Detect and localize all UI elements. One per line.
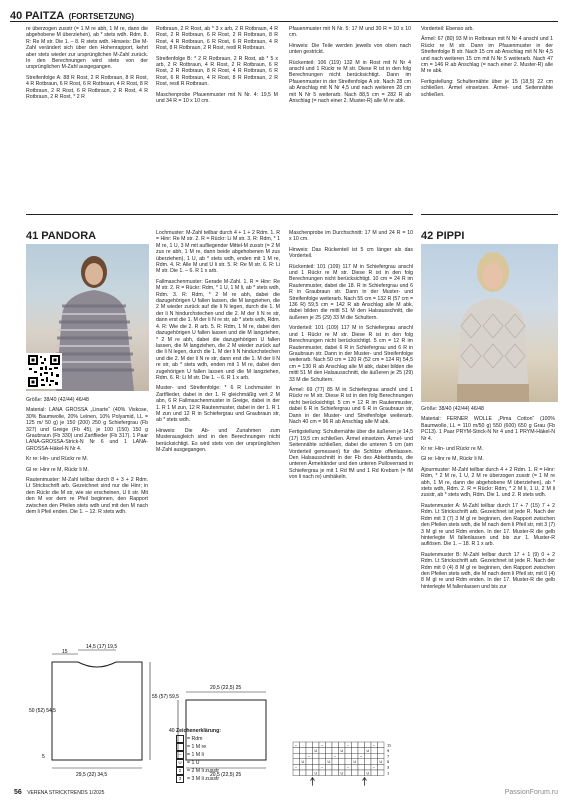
pandora-paragraph: Lochmuster: M-Zahl teilbar durch 4 + 1 + 2 Rdm. 1. R = Hinr: Re M str. 2. R = Rückr: Li M str. 3. R: Rdm, * 1 M re, 1 U, 3 M mit aufliegender Mittel-M zusstr (= 2 M zus re abh, 1 M re, dann beide abgehobenen M zus überziehen), 1 U, ab * stets wdh, enden mit 1 M re, Rdm. 4. R: Alle M und U li str. 5. R: Re M str. 6. R: Li M str. Die 1. – 6. R 1 x arb. (156, 230, 280, 275)
legend-item (176, 767, 276, 775)
chart-row-number: 3 (387, 764, 390, 770)
dim-bottom: 29,5 (32) 34,5 (76, 772, 108, 778)
legend-symbol: 3 (176, 775, 184, 783)
pandora-paragraph: Vorderteil: 101 (109) 117 M in Schiefergrau anschl und 1 Rückr re M str. Diese R ist in den folg Berechnungen nicht berücksichtigt. 5 cm = 12 R im Rautenmuster, dabei 6 R in Schiefergrau und 6 R in Graubraun str. Dann in der Muster- und Streifenfolge weiterarb. Nach 50 cm = 120 R (52 cm = 124 R) 54,5 cm = 130 R ab Anschlag alle M abk, dabei bilden die mittl 51 M den Halsausschnitt, die äußeren je 25 (29) 33 M die Schultern. (289, 325, 413, 383)
chart-symbol: – (321, 765, 323, 770)
chart-cell (293, 748, 300, 754)
chart-row-number: 11 (387, 742, 392, 748)
chart-cell (319, 770, 326, 776)
chart-cell (339, 759, 346, 765)
legend-item (176, 759, 276, 767)
dim-top-left: 15 (62, 649, 68, 655)
dim-side-small: 5 (42, 754, 45, 760)
chart-row-number: 9 (387, 747, 390, 753)
repeat-arrow-icon (363, 778, 367, 786)
chart-row-number: 1 (387, 770, 390, 776)
legend-text: = 2 M li zusstr (187, 767, 220, 774)
pandora-paragraph: Gl re: Hinr re M, Rückr li M. (26, 466, 89, 473)
chart-cell (371, 753, 378, 759)
chart-cell (358, 759, 365, 765)
chart-cell (358, 770, 365, 776)
paitza-column-4 (421, 26, 553, 102)
chart-cell (332, 748, 339, 754)
dim-sleeve-side: 40 (169, 728, 175, 734)
legend-text: = Rdm (187, 735, 203, 742)
chart-symbol: – (347, 743, 349, 748)
legend-text: = 1 U (187, 759, 200, 766)
legend-item (176, 775, 276, 783)
chart-cell (378, 748, 385, 754)
chart-cell (358, 742, 365, 748)
paitza-paragraph: Hinweis: Die Teile werden jeweils von oben nach unten gestrickt. (289, 42, 411, 56)
chart-symbol: U (340, 748, 344, 753)
chart-row-number: 7 (387, 753, 390, 759)
pippi-paragraph: Rautenmuster B: M-Zahl teilbar durch 17 + 1 (9) 0 + 2 Rdm. Lt Strickschrift arb. Gezeichnet ist jede R. Nach der Rdm mit 0 (4) 8 M gl re beginnen, den Rapport zwischen den Pfeilen stets wdh, die M nach dem li Pfeil str, mit 0 (4) 8 M gl re und Rdm enden. In der 17. Muster-R die gelb hinterlegte M fallenlassen und bis zur (421, 551, 555, 590)
pandora-paragraph: Rückenteil: 101 (109) 117 M in Schiefergrau anschl und 1 Rückr re M str. Diese R ist in den folg Berechnungen nicht berücksichtigt. 10 cm = 24 R im Rautenmuster, dabei die 18. R in Schiefergrau und 6 R in Graubraun str. Dann in der Muster- und Streifenfolge weiterarb. Nach 55 cm = 132 R (57 cm = 136 R) 59,5 cm = 142 R ab Anschlag alle M abk, dabei bilden die mittl 51 M den Halsausschnitt, die äußeren je 25 (29) 33 M die Schultern. (289, 263, 413, 321)
page-footer (14, 789, 104, 796)
section-title-pippi: 42 PIPPI (421, 230, 465, 242)
qr-code[interactable] (26, 353, 62, 389)
pandora-paragraph: Hinweis: Die Ab- und Zunahmen zum Musterausgleich sind in den Berechnungen nicht berücksichtigt. Es wird stets von der ursprünglichen M-Zahl ausgegangen. (156, 427, 280, 453)
chart-cell (300, 742, 307, 748)
chart-cell (326, 770, 333, 776)
dim-side-2: 55 (57) 59,5 (152, 694, 179, 700)
legend-symbol: – (176, 751, 184, 759)
pandora-paragraph: Kr re: Hin- und Rückr re M. (26, 456, 88, 463)
legend-item (176, 735, 276, 743)
chart-cell (313, 764, 320, 770)
legend-item (176, 743, 276, 751)
legend-symbol: U (176, 759, 184, 767)
chart-symbol: U (366, 771, 370, 776)
chart-cell (306, 764, 313, 770)
pippi-paragraph: Ajourmuster: M-Zahl teilbar durch 4 + 2 Rdm. 1. R = Hinr: Rdm, * 2 M re, 1 U, 2 M re überzogen zusstr (= 1 M re abh, 1 M re, dann die abgehobene M überziehen), ab * stets wdh, Rdm. 2. R = Rückr: Rdm, * 2 M li, 1 U, 2 M li zusstr, ab * stets wdh, Rdm. Die 1. und 2. R stets wdh. (421, 466, 555, 499)
chart-cell (319, 753, 326, 759)
paitza-paragraph: Pfauenmuster mit N Nr. 5: 17 M und 30 R = 10 x 10 cm. (289, 26, 411, 39)
pippi-paragraph: Rautenmuster A: M-Zahl teilbar durch 17 + 7 (15) 7 + 2 Rdm. Lt Strickschrift arb. Gezeichnet ist jede R. Nach der Rdm mit 3 (7) 3 M gl re beginnen, den Rapport zwischen den Pfeilen stets wdh, die M nach dem li Pfeil str, mit 3 (7) 3 M gl re und Rdm enden. In der 17. Muster-R die gelb hinterlegte M fallenlassen und bis zur 1. Muster-R auflösen. Die 1. – 18. R 1 x arb. (421, 502, 555, 548)
chart-cell (319, 759, 326, 765)
chart-cell (319, 748, 326, 754)
pippi-paragraph: Gl re: Hinr re M, Rückr li M. (421, 456, 484, 463)
pippi-paragraph: Material: FERNER WOLLE „Pima Cotton“ (100% Baumwolle, LL = 110 m/50 g) 550 (600) 650 g Grau (Fb PC13). 1 Paar PRYM-Strick-N Nr 4 und 1 PRYM-Häkel-N Nr 4. (421, 416, 555, 442)
chart-cell (358, 764, 365, 770)
pippi-paragraph: Kr re: Hin- und Rückr re M. (421, 446, 483, 453)
chart-cell (313, 759, 320, 765)
pandora-paragraph: Material: LANA GROSSA „Linarte“ (40% Viskose, 30% Baumwolle, 20% Leinen, 10% Polyamid, LL = 125 m/ 50 g) je 150 (200) 250 g Schiefergrau (Fb 327) und Greige (Fb 45), je 100 (150) 150 g Graubraun (Fb 330) und Zartflieder (Fb 317). 1 Paar LANA-GROSSA-Strick-N Nr 6 und 1 LANA-GROSSA-Häkel-N Nr 4. (26, 407, 148, 452)
chart-cell (352, 742, 359, 748)
chart-cell (352, 753, 359, 759)
chart-cell (332, 742, 339, 748)
section-title-pandora: 41 PANDORA (26, 230, 97, 242)
chart-symbol: U (314, 748, 318, 753)
pippi-photo (421, 244, 558, 402)
chart-cell (300, 764, 307, 770)
chart-cell (365, 753, 372, 759)
chart-cell (326, 764, 333, 770)
chart-cell (313, 742, 320, 748)
chart-symbol: – (347, 765, 349, 770)
section-subtitle: (FORTSETZUNG) (68, 12, 134, 21)
chart-cell (371, 759, 378, 765)
chart-symbol: – (373, 743, 375, 748)
paitza-paragraph: Rückenteil: 106 (119) 132 M in Rost mit N Nr 4 anschl und 1 Rückr re M str. Diese R ist in den folg Berechnungen nicht berücksichtigt. Dann im Pfauenmuster in der Streifenfolge A str. Nach 28 cm ab Anschlag mit N Nr 4,5 und nach weiteren 28 cm mit N Nr 5 weiterarb. Nach 88,5 cm = 282 R ab Anschlag (= nach einer 2. Muster-R) alle M re abk. (289, 59, 411, 105)
chart-symbol: U (379, 760, 383, 765)
chart-cell (365, 759, 372, 765)
chart-cell (306, 759, 313, 765)
chart-symbol: – (321, 743, 323, 748)
chart-cell (332, 770, 339, 776)
chart-cell (352, 748, 359, 754)
pandora-column-3 (289, 230, 413, 485)
chart-cell (326, 748, 333, 754)
pandora-column-1 (26, 397, 148, 520)
chart-cell (300, 770, 307, 776)
pandora-paragraph: Fallmaschenmuster: Gerade M-Zahl. 1. R = Hinr: Re M str. 2. R = Rückr: Rdm, * 1 U, 1 M li, ab * stets wdh, Rdm. 3. R: Rdm, * 2 M re abh, dabei die dazugehörigen U fallen lassen, die M langziehen, die 2 M wieder zurück auf die li N legen, durch die 1. M der li N hindurchstechen und die 2. M der li N re str, dann erst die 1. M der li N re str, ab * stets wdh, Rdm. 4. R: Wie die 2. R arb. 5. R: Rdm, 1 M re, dabei den dazugehörigen U fallen lassen und die M langziehen, * 2 M re abh, dabei die dazugehörigen U fallen lassen, die M langziehen, die 2 M wieder zurück auf die li N legen, durch die 1. M der li N hindurchstechen und die 2. M der li N re str, dann erst die 1. M der li N re str, ab * stets wdh, enden mit 1 M re, dabei den zugehörigen U fallen lassen und die M langziehen, Rdm. 6. R: Li M str. Die 1. – 6. R 1 x arb. (156, 278, 280, 381)
dim-sleeve-bottom: 20,5 (22,5) 25 (210, 772, 242, 778)
pandora-paragraph: Maschenprobe im Durchschnitt: 17 M und 24 R = 10 x 10 cm. (289, 230, 413, 243)
chart-cell (293, 770, 300, 776)
page-number: 56 (14, 789, 22, 796)
paitza-column-1 (26, 26, 148, 104)
legend-symbol: 2 (176, 767, 184, 775)
pandora-column-2 (156, 230, 280, 457)
legend-item (176, 751, 276, 759)
chart-cell (339, 742, 346, 748)
chart-cell (293, 759, 300, 765)
dim-side: 50 (52) 54,5 (29, 708, 56, 714)
size-info: Größe: 38/40 (42/44) 46/48 (26, 397, 89, 403)
pandora-paragraph: Muster- und Streifenfolge: * 6 R Lochmuster in Zartflieder, dabei in der 1. R gleichmäßig vert 2 M abn, 6 R Fallmaschenmuster in Greige, dabei in der 1. R 1 M zun, 12 R Rautenmuster, dabei in der 1. R 1 M zun und 12 R in Schiefergrau und Graubraun str, ab * stets wdh. (156, 385, 280, 424)
chart-row-number: 5 (387, 759, 390, 765)
chart-cell (358, 748, 365, 754)
body-outline (52, 662, 142, 760)
chart-symbol: – (295, 743, 297, 748)
paitza-paragraph: Vorderteil: Ebenso arb. (421, 26, 474, 32)
chart-symbol: U (327, 760, 331, 765)
chart-cell (339, 753, 346, 759)
qr-code-icon (26, 353, 62, 389)
watermark: PassionForum.ru (504, 789, 558, 796)
chart-cell (371, 770, 378, 776)
chart-symbol: U (353, 760, 357, 765)
paitza-paragraph: Streifenfolge B: * 2 R Rotbraun, 2 R Rost, ab * 5 x arb, 2 R Rotbraun, 4 R Rost, 2 R Rotbraun, 6 R Rost, 2 R Rotbraun, 8 R Rost, 4 R Rotbraun, 6 R Rost, 6 R Rotbraun, 4 R Rost, 8 R Rotbraun, 2 R Rost, restl R Rotbraun. (156, 55, 278, 88)
dim-top: 14,5 (17) 19,5 (86, 644, 118, 650)
paitza-paragraph: re überzogen zusstr (= 1 M re abh, 1 M re, dann die abgehobene M überziehen), ab * stets wdh. Rdm. 8. R: Re M str. Die 1. – 8. R stets wdh. Hinweis: Die M-Zahl verändert sich über den Hohenrapport, kehrt aber stets wieder zur ursprünglichen M-Zahl zurück. In den Berechnungen wird stets von der ursprünglichen M-Zahl ausgegangen. (26, 26, 148, 71)
paitza-column-3 (289, 26, 411, 108)
chart-symbol: – (360, 754, 362, 759)
chart-cell (365, 742, 372, 748)
paitza-column-2 (156, 26, 278, 108)
chart-symbol: – (308, 754, 310, 759)
chart-cell (352, 764, 359, 770)
chart-cell (345, 759, 352, 765)
chart-cell (300, 753, 307, 759)
stitch-chart-grid (289, 740, 413, 786)
chart-cell (378, 753, 385, 759)
legend (176, 728, 276, 783)
chart-symbol: U (314, 771, 318, 776)
section-title-paitza: 40 PAITZA (10, 10, 65, 22)
legend-symbol (176, 735, 184, 743)
paitza-paragraph: Fertigstellung: Schulternähte über je 15 (18,5) 22 cm schließen. Ärmel einsetzen. Ärmel- und Seitennähte schließen. (421, 78, 553, 98)
header-rule (10, 21, 558, 22)
chart-symbol: – (295, 765, 297, 770)
chart-symbol: U (301, 760, 305, 765)
chart-cell (378, 764, 385, 770)
size-info: Größe: 38/40 (42/44) 46/48 (421, 406, 484, 412)
pippi-column-1 (421, 406, 555, 594)
dim-sleeve-top: 20,5 (22,5) 25 (210, 685, 242, 691)
chart-cell (332, 759, 339, 765)
legend-text: = 1 M li (187, 751, 204, 758)
chart-cell (378, 770, 385, 776)
chart-symbol: – (373, 765, 375, 770)
chart-cell (326, 753, 333, 759)
magazine-name: VERENA STRICKTRENDS 1/2025 (27, 790, 105, 796)
paitza-paragraph: Streifenfolge A: 88 R Rost, 2 R Rotbraun, 8 R Rost, 4 R Rotbraun, 6 R Rost, 6 R Rotbraun, 4 R Rost, 8 R Rotbraun, 2 R Rost, 6 R Rotbraun, 2 R Rost, 4 R Rotbraun, 2 R Rost, * 2 R (26, 74, 148, 101)
chart-cell (345, 748, 352, 754)
chart-cell (378, 742, 385, 748)
chart-cell (306, 770, 313, 776)
stitch-chart (289, 740, 413, 786)
chart-cell (365, 764, 372, 770)
repeat-arrow-icon (311, 778, 315, 786)
chart-cell (306, 748, 313, 754)
chart-symbol: – (334, 754, 336, 759)
paitza-paragraph: Rotbraun, 2 R Rost, ab * 3 x arb, 2 R Rotbraun, 4 R Rost, 2 R Rotbraun, 6 R Rost, 2 R Rotbraun, 8 R Rost, 4 R Rotbraun, 6 R Rost, 6 R Rotbraun, 4 R Rost, 8 R Rotbraun, 2 R Rost, restl R Rotbraun. (156, 26, 278, 52)
chart-cell (293, 753, 300, 759)
chart-cell (326, 742, 333, 748)
chart-cell (306, 742, 313, 748)
paitza-paragraph: Ärmel: 67 (80) 93 M in Rotbraun mit N Nr 4 anschl und 1 Rückr re M str. Dann im Pfauenmuster in der Streifenfolge B str. Nach 15 cm ab Anschlag mit N Nr 4,5 und nach weiteren 15 cm mit N Nr 5 weiterarb. Nach 47 cm = 146 R ab Anschlag (= nach einer 2. Muster-R) alle M re abk. (421, 36, 553, 75)
legend-text: = 1 M re (187, 743, 207, 750)
chart-cell (345, 753, 352, 759)
chart-symbol: U (366, 748, 370, 753)
pippi-rule (421, 214, 558, 215)
chart-cell (339, 764, 346, 770)
legend-title: Zeichenerklärung: (176, 728, 221, 734)
chart-symbol: U (340, 771, 344, 776)
paitza-paragraph: Maschenprobe Pfauenmuster mit N Nr. 4: 19,5 M und 34 R = 10 x 10 cm. (156, 91, 278, 105)
chart-cell (345, 770, 352, 776)
pandora-paragraph: Ärmel: 69 (77) 85 M in Schiefergrau anschl und 1 Rückr re M str. Diese R ist in den folg Berechnungen nicht berücksichtigt. 5 cm = 12 R im Rautenmuster, dabei 6 R in Schiefergrau und 6 R in Graubraun str, Dann in der Muster- und Streifenfolge weiterarb. Nach 40 cm = 96 R ab Anschlag alle M abk. (289, 386, 413, 425)
pandora-paragraph: Hinweis: Das Rückenteil ist 5 cm länger als das Vorderteil. (289, 246, 413, 260)
legend-text: = 3 M li zusstr (187, 775, 220, 782)
chart-cell (371, 748, 378, 754)
chart-cell (300, 748, 307, 754)
chart-cell (332, 764, 339, 770)
chart-cell (313, 753, 320, 759)
chart-cell (352, 770, 359, 776)
pandora-paragraph: Rautenmuster: M-Zahl teilbar durch 8 + 3 + 2 Rdm. Lt Strickschrift arb. Gezeichnet sind nur die Hinr; in den Rückr die M str, wie sie erscheinen, U li str. Mit den M vor dem re Pfeil beginnen, den Rapport zwischen den Pfeilen stets wdh und mit den M nach dem li Pfeil enden. Die 1. – 12. R stets wdh. (26, 477, 148, 516)
pandora-paragraph: Fertigstellung: Schulternähte über die äußeren je 14,5 (17) 19,5 cm schließen. Ärmel einsetzen. Ärmel- und Seitennähte schließen, dabei die unteren 5 cm (am Vorderteil gemessen) für die Schlitze offenlassen. Den Halsausschnitt in der Fb des Abkettrands, die unteren Ärmelränder und den unteren Pulloverrand in Schiefergrau je mit 1 Rd fM und 1 Rd Krebsm (= fM von li nach re) umhäkeln. (289, 429, 414, 481)
model-illustration (421, 244, 558, 402)
legend-symbol (176, 743, 184, 751)
pandora-rule (26, 214, 413, 215)
